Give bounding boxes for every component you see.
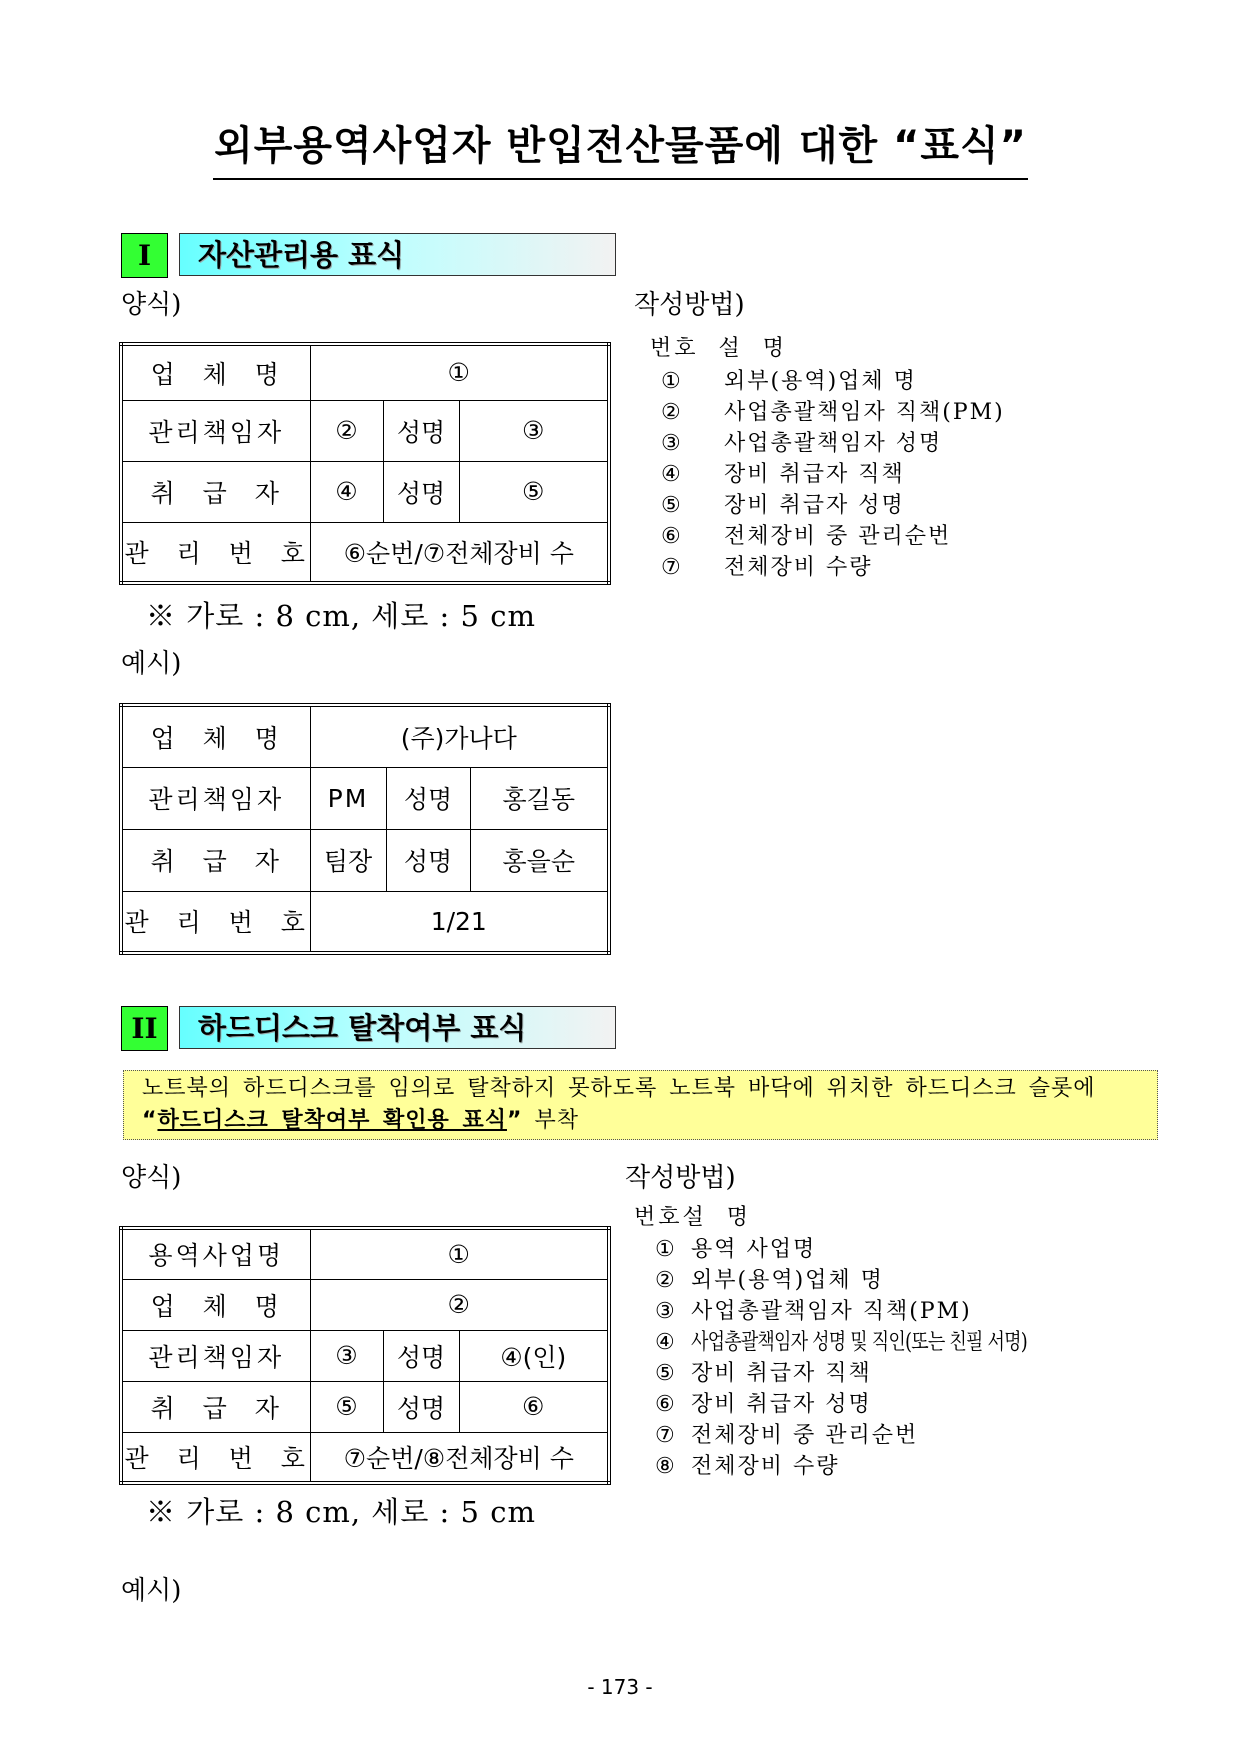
page-number: - 173 - <box>587 1675 653 1699</box>
item-number: ⑧ <box>655 1454 677 1479</box>
management-number-value: ⑥순번/⑦전체장비 수 <box>310 522 609 583</box>
table-row <box>121 1432 609 1483</box>
handler-name-label: 성명 <box>383 1381 459 1432</box>
table-row <box>121 1228 609 1279</box>
note-line-1: 노트북의 하드디스크를 임의로 탈착하지 못하도록 노트북 바닥에 위치한 하드디스크 슬롯에 <box>142 1076 1096 1101</box>
list-item <box>655 1358 1225 1389</box>
handler-title-value: 팀장 <box>310 829 386 891</box>
list-item <box>661 552 1221 583</box>
management-number-label: 관 리 번 호 <box>121 891 310 953</box>
table-row <box>121 522 609 583</box>
handler-name-label: 성명 <box>386 829 470 891</box>
table-row <box>121 1381 609 1432</box>
section-1-heading: 자산관리용 표식 <box>179 233 616 276</box>
section-1-example-label: 예시) <box>121 649 182 679</box>
list-item <box>655 1327 1225 1358</box>
handler-title-value: ④ <box>310 461 383 522</box>
handler-name-label: 성명 <box>383 461 459 522</box>
item-text: 장비 취급자 직책 <box>691 1361 872 1386</box>
item-text: 전체장비 중 관리순번 <box>691 1423 919 1448</box>
list-item <box>655 1265 1225 1296</box>
item-text: 전체장비 중 관리순번 <box>724 524 952 549</box>
item-number: ① <box>661 369 683 394</box>
section-1-method-header: 번호 설 명 <box>650 336 787 361</box>
item-text: 장비 취급자 성명 <box>691 1392 872 1417</box>
list-item <box>661 397 1221 428</box>
handler-label: 취 급 자 <box>121 829 310 891</box>
table-row <box>121 767 609 829</box>
list-item <box>655 1296 1225 1327</box>
table-row <box>121 705 609 767</box>
table-row <box>121 1330 609 1381</box>
section-1-method-list <box>661 366 1221 583</box>
table-row <box>121 461 609 522</box>
item-number: ⑥ <box>661 524 683 549</box>
section-2-size-note: ※ 가로 : 8 cm, 세로 : 5 cm <box>146 1495 536 1529</box>
section-1-numeral: I <box>121 233 168 278</box>
company-name-value: ① <box>310 344 609 400</box>
section-1-form-table <box>119 342 611 585</box>
item-number: ④ <box>661 462 683 487</box>
note-tail: 부착 <box>534 1108 579 1133</box>
section-2-form-label: 양식) <box>121 1163 182 1193</box>
manager-title-value: PM <box>310 767 386 829</box>
manager-label: 관리책임자 <box>121 1330 310 1381</box>
company-name-label: 업 체 명 <box>121 1279 310 1330</box>
list-item <box>661 490 1221 521</box>
item-number: ⑤ <box>661 493 683 518</box>
section-1-example-table <box>119 703 611 955</box>
item-number: ③ <box>661 431 683 456</box>
item-number: ② <box>661 400 683 425</box>
item-text: 외부(용역)업체 명 <box>724 369 917 394</box>
list-item <box>661 521 1221 552</box>
company-name-label: 업 체 명 <box>121 705 310 767</box>
section-2-method-label: 작성방법) <box>625 1163 736 1193</box>
item-text: 장비 취급자 직책 <box>724 462 905 487</box>
note-quote-close: ” <box>506 1108 523 1133</box>
item-text: 용역 사업명 <box>691 1237 817 1262</box>
item-number: ⑥ <box>655 1392 677 1417</box>
section-1-form-label: 양식) <box>121 290 182 320</box>
handler-label: 취 급 자 <box>121 1381 310 1432</box>
item-text: 사업총괄책임자 직책(PM) <box>691 1299 972 1324</box>
table-row <box>121 1279 609 1330</box>
item-text: 외부(용역)업체 명 <box>691 1268 884 1293</box>
company-name-label: 업 체 명 <box>121 344 310 400</box>
item-text: 전체장비 수량 <box>691 1454 840 1479</box>
list-item <box>655 1389 1225 1420</box>
item-number: ⑦ <box>655 1423 677 1448</box>
list-item <box>655 1451 1225 1482</box>
list-item <box>661 428 1221 459</box>
handler-label: 취 급 자 <box>121 461 310 522</box>
section-2-numeral: II <box>121 1006 168 1051</box>
section-2-method-header: 번호설 명 <box>634 1205 752 1230</box>
note-quote-open: “ <box>142 1108 158 1133</box>
management-number-label: 관 리 번 호 <box>121 522 310 583</box>
table-row <box>121 829 609 891</box>
manager-label: 관리책임자 <box>121 400 310 461</box>
section-1-method-label: 작성방법) <box>634 290 745 320</box>
manager-name-value: ③ <box>459 400 609 461</box>
item-text: 전체장비 수량 <box>724 555 873 580</box>
manager-title-value: ③ <box>310 1330 383 1381</box>
item-text: 사업총괄책임자 직책(PM) <box>724 400 1005 425</box>
list-item <box>655 1234 1225 1265</box>
handler-name-value: ⑥ <box>459 1381 609 1432</box>
item-text: 장비 취급자 성명 <box>724 493 905 518</box>
section-2-method-list <box>655 1234 1225 1482</box>
table-row <box>121 400 609 461</box>
manager-name-value: 홍길동 <box>470 767 609 829</box>
item-number: ⑤ <box>655 1361 677 1386</box>
handler-title-value: ⑤ <box>310 1381 383 1432</box>
item-number: ④ <box>655 1330 677 1355</box>
manager-name-label: 성명 <box>383 1330 459 1381</box>
section-2-heading: 하드디스크 탈착여부 표식 <box>179 1006 616 1049</box>
item-number: ② <box>655 1268 677 1293</box>
company-name-value: (주)가나다 <box>310 705 609 767</box>
table-row <box>121 344 609 400</box>
item-number: ① <box>655 1237 677 1262</box>
management-number-value: ⑦순번/⑧전체장비 수 <box>310 1432 609 1483</box>
section-2-example-label: 예시) <box>121 1576 182 1606</box>
manager-label: 관리책임자 <box>121 767 310 829</box>
handler-name-value: ⑤ <box>459 461 609 522</box>
item-text: 사업총괄책임자 성명 <box>724 431 943 456</box>
page-title: 외부용역사업자 반입전산물품에 대한 “표식” <box>213 118 1028 180</box>
manager-name-label: 성명 <box>386 767 470 829</box>
note-line-2 <box>142 1105 1157 1137</box>
manager-name-value: ④(인) <box>459 1330 609 1381</box>
table-row <box>121 891 609 953</box>
management-number-value: 1/21 <box>310 891 609 953</box>
item-number: ③ <box>655 1299 677 1324</box>
note-emphasis: 하드디스크 탈착여부 확인용 표식 <box>157 1108 507 1133</box>
handler-name-value: 홍을순 <box>470 829 609 891</box>
section-1-size-note: ※ 가로 : 8 cm, 세로 : 5 cm <box>146 599 536 633</box>
list-item <box>655 1420 1225 1451</box>
list-item <box>661 366 1221 397</box>
section-2-form-table <box>119 1226 611 1485</box>
item-number: ⑦ <box>661 555 683 580</box>
management-number-label: 관 리 번 호 <box>121 1432 310 1483</box>
manager-title-value: ② <box>310 400 383 461</box>
project-name-value: ① <box>310 1228 609 1279</box>
list-item <box>661 459 1221 490</box>
project-name-label: 용역사업명 <box>121 1228 310 1279</box>
hard-disk-note <box>123 1070 1158 1140</box>
manager-name-label: 성명 <box>383 400 459 461</box>
company-name-value: ② <box>310 1279 609 1330</box>
item-text: 사업총괄책임자 성명 및 직인(또는 친필 서명) <box>691 1330 1027 1355</box>
